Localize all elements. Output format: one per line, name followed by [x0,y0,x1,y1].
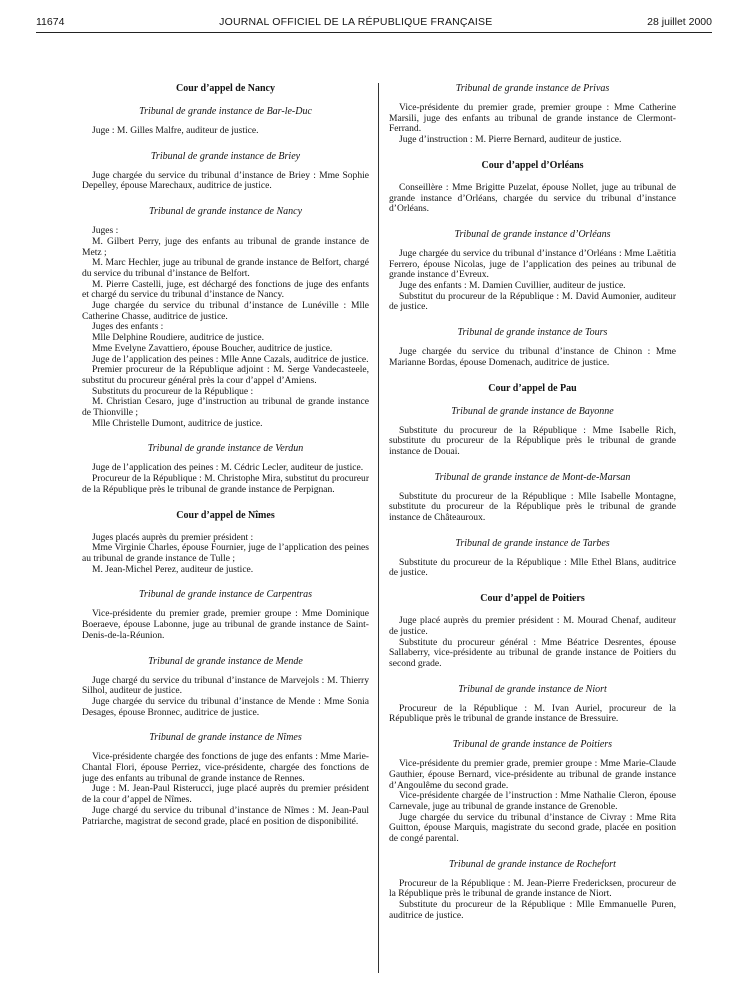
tribunal-section [389,684,676,725]
appointment-paragraph: Substitute du procureur de la République : Mlle Isabelle Montagne, substitute du procureur de la République près le tribunal de grande instance de Châteauroux. [389,490,676,524]
tribunal-section [82,443,369,495]
appointment-paragraph: Juge chargée du service du tribunal d’instance de Lunéville : Mlle Catherine Chasse, auditrice de justice. [82,300,369,322]
tribunal-heading: Tribunal de grande instance de Briey [150,150,301,162]
appointment-paragraph: Procureur de la République : M. Ivan Auriel, procureur de la République près le tribunal de grande instance de Bressuire. [389,702,676,725]
appointment-paragraph: Mme Evelyne Zavattiero, épouse Boucher, auditrice de justice. [92,342,333,354]
tribunal-section [82,106,369,137]
tribunal-section [82,206,369,429]
appointment-paragraph: Substituts du procureur de la République : [92,385,254,397]
appointment-paragraph: Vice-présidente du premier grade, premier groupe : Mme Catherine Marsili, juge des enfants au tribunal de grande instance de Clermont-Ferrand. [389,102,676,135]
appointment-paragraph: Conseillère : Mme Brigitte Puzelat, épouse Nollet, juge au tribunal de grande instance d’Orléans, chargée du service du tribunal d’instance d’Orléans. [389,181,676,215]
appointment-paragraph: Juge chargée du service du tribunal d’instance de Briey : Mme Sophie Depelley, épouse Marechaux, auditrice de justice. [82,169,369,192]
appointment-paragraph: M. Christian Cesaro, juge d’instruction au tribunal de grande instance de Thionville ; [82,396,369,419]
appointment-paragraph: M. Pierre Castelli, juge, est déchargé des fonctions de juge des enfants et chargé du service du tribunal d’instance de Nancy. [82,278,369,301]
tribunal-section [389,83,676,146]
appointment-paragraph: Procureur de la République : M. Christophe Mira, substitut du procureur de la République près le tribunal de grande instance de Perpignan. [82,473,369,495]
appointment-paragraph: Juge chargée du service du tribunal d’instance de Chinon : Mme Marianne Bordas, épouse Domenach, auditrice de justice. [389,346,676,368]
appointment-paragraph: Vice-présidente du premier grade, premier groupe : Mme Marie-Claude Gauthier, épouse Bernard, vice-présidente au tribunal de grande instance d’Angoulême du second grade. [389,758,676,791]
appointment-paragraph: Juge d’instruction : M. Pierre Bernard, auditeur de justice. [399,134,622,146]
appointment-paragraph: Juge : M. Gilles Malfre, auditeur de justice. [92,125,259,136]
tribunal-section [389,406,676,458]
tribunal-heading: Tribunal de grande instance de Mont-de-Marsan [434,471,631,483]
appointment-paragraph: Juge placé auprès du premier président : M. Mourad Chenaf, auditeur de justice. [389,615,676,637]
tribunal-section [389,859,676,922]
tribunal-section [82,656,369,719]
tribunal-section [82,589,369,641]
tribunal-heading: Tribunal de grande instance de Verdun [147,443,304,455]
court-heading: Cour d’appel d’Orléans [481,159,584,171]
columns [82,83,676,973]
tribunal-section [389,739,676,845]
appointment-paragraph: Premier procureur de la République adjoint : M. Serge Vandecasteele, substitut du procureur général près la cour d’appel d’Amiens. [82,364,369,386]
left-column [82,83,369,973]
tribunal-section [389,327,676,368]
page-header [36,12,712,33]
appointment-paragraph: Substitute du procureur général : Mme Béatrice Desrentes, épouse Sallaberry, vice-présidente au tribunal de grande instance de Poitiers du second grade. [389,636,676,669]
tribunal-heading: Tribunal de grande instance de Poitiers [452,739,613,751]
appointment-paragraph: Juge des enfants : M. Damien Cuvillier, auditeur de justice. [399,280,626,292]
tribunal-heading: Tribunal de grande instance de Tours [457,327,608,339]
appointment-paragraph: Juge chargé du service du tribunal d’instance de Nîmes : M. Jean-Paul Patriarche, magistrat de second grade, placé en position de disponibilité. [82,804,369,827]
appointment-paragraph: Substitut du procureur de la République : M. David Aumonier, auditeur de justice. [389,290,676,313]
court-section [82,83,369,95]
tribunal-section [389,229,676,313]
appointment-paragraph: Juge de l’application des peines : Mlle Anne Cazals, auditrice de justice. [92,353,369,365]
tribunal-heading: Tribunal de grande instance de Nîmes [149,732,302,744]
tribunal-section [389,538,676,579]
appointment-paragraph: Juge chargée du service du tribunal d’instance de Civray : Mme Rita Guitton, épouse Marquis, magistrate du second grade, placée en position de congé parental. [389,811,676,845]
appointment-paragraph: Mme Virginie Charles, épouse Fournier, juge de l’application des peines au tribunal de grande instance de Tulle ; [82,542,369,564]
appointment-paragraph: Mlle Christelle Dumont, auditrice de justice. [92,417,263,429]
appointment-paragraph: Juges : [92,225,119,237]
appointment-paragraph: M. Gilbert Perry, juge des enfants au tribunal de grande instance de Metz ; [82,235,369,258]
court-heading: Cour d’appel de Poitiers [480,593,585,605]
appointment-paragraph: Vice-présidente chargée de l’instruction : Mme Nathalie Cleron, épouse Carnevale, juge au tribunal de grande instance de Grenoble. [389,790,676,812]
appointment-paragraph: Juges des enfants : [92,321,164,333]
tribunal-heading: Tribunal de grande instance de Rochefort [449,858,616,870]
court-section [389,160,676,215]
appointment-paragraph: Juge chargée du service du tribunal d’instance de Mende : Mme Sonia Desages, épouse Bronnec, auditrice de justice. [82,695,369,718]
appointment-paragraph: Substitute du procureur de la République : Mlle Emmanuelle Puren, auditrice de justice. [389,899,676,921]
tribunal-heading: Tribunal de grande instance d’Orléans [454,228,611,240]
tribunal-heading: Tribunal de grande instance de Mende [148,655,303,667]
appointment-paragraph: Juge : M. Jean-Paul Risterucci, juge placé auprès du premier président de la cour d’appel de Nîmes. [82,783,369,806]
appointment-paragraph: Substitute du procureur de la République : Mme Isabelle Rich, substitute du procureur de la République près le tribunal de grande instance de Douai. [389,424,676,457]
appointment-paragraph: Vice-présidente chargée des fonctions de juge des enfants : Mme Marie-Chantal Flori, épouse Perriez, vice-présidente, chargée des fonctions de juge des enfants au tribunal de grande instance de Rennes. [82,751,369,784]
tribunal-section [389,472,676,524]
tribunal-heading: Tribunal de grande instance de Niort [458,683,607,695]
appointment-paragraph: Juge chargé du service du tribunal d’instance de Marvejols : M. Thierry Silhol, auditeur de justice. [82,674,369,697]
appointment-paragraph: Substitute du procureur de la République : Mlle Ethel Blans, auditrice de justice. [389,556,676,579]
appointment-paragraph: Juges placés auprès du premier président : [92,531,254,543]
appointment-paragraph: Procureur de la République : M. Jean-Pierre Fredericksen, procureur de la République près le tribunal de grande instance de Niort. [389,877,676,900]
tribunal-section [82,732,369,827]
appointment-paragraph: M. Marc Hechler, juge au tribunal de grande instance de Belfort, chargé du service du tribunal d’instance de Belfort. [82,257,369,279]
tribunal-heading: Tribunal de grande instance de Carpentras [138,589,313,601]
appointment-paragraph: Vice-présidente du premier grade, premier groupe : Mme Dominique Boeraeve, épouse Labonne, juge au tribunal de grande instance de Saint-Denis-de-la-Réunion. [82,608,369,641]
court-section [389,593,676,670]
tribunal-heading: Tribunal de grande instance de Bar-le-Duc [139,106,312,117]
appointment-paragraph: Juge chargée du service du tribunal d’instance d’Orléans : Mme Laëtitia Ferrero, épouse Nicolas, juge de l’application des peines au tribunal de grande instance d’Evreux. [389,247,676,281]
tribunal-section [82,151,369,192]
court-heading: Cour d’appel de Pau [488,382,577,394]
appointment-paragraph: M. Jean-Michel Perez, auditeur de justice. [92,563,254,575]
court-heading: Cour d’appel de Nancy [176,83,275,94]
appointment-paragraph: Mlle Delphine Roudiere, auditrice de justice. [92,332,265,344]
publication-date: 28 juillet 2000 [647,16,712,28]
right-column [378,83,676,973]
journal-title: JOURNAL OFFICIEL DE LA RÉPUBLIQUE FRANÇAISE [219,16,493,28]
tribunal-heading: Tribunal de grande instance de Tarbes [455,537,610,549]
tribunal-heading: Tribunal de grande instance de Nancy [148,206,303,218]
court-section [82,510,369,576]
page-number: 11674 [36,16,65,28]
tribunal-heading: Tribunal de grande instance de Privas [455,83,610,94]
court-section [389,383,676,395]
tribunal-heading: Tribunal de grande instance de Bayonne [451,405,614,417]
appointment-paragraph: Juge de l’application des peines : M. Cédric Lecler, auditeur de justice. [92,462,364,474]
court-heading: Cour d’appel de Nîmes [176,509,275,521]
